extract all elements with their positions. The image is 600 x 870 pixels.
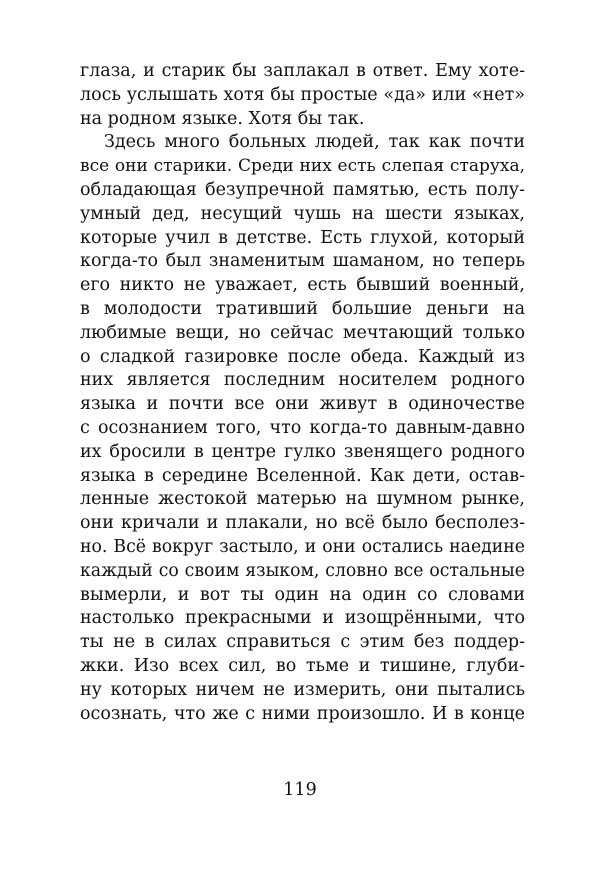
text-line: вымерли, и вот ты один на один со словами xyxy=(80,584,525,605)
body-text xyxy=(80,60,525,726)
text-line: каждый со своим языком, словно все остальные xyxy=(80,560,525,581)
text-line: когда-то был знаменитым шаманом, но теперь xyxy=(80,251,525,272)
text-line: языка в середине Вселенной. Как дети, остав- xyxy=(80,465,525,486)
text-line: лось услышать хотя бы простые «да» или «нет» xyxy=(80,84,525,105)
text-line: осознать, что же с ними произошло. И в конце xyxy=(80,703,525,724)
paragraph-start-line: Здесь много больных людей, так как почти xyxy=(104,132,525,153)
text-line: с осознанием того, что когда-то давным-давно xyxy=(80,417,525,438)
text-line: глаза, и старик бы заплакал в ответ. Ему хоте- xyxy=(80,61,525,81)
text-line: все они старики. Среди них есть слепая старуха, xyxy=(80,156,525,177)
text-line: ну которых ничем не измерить, они пытались xyxy=(80,679,525,700)
text-line: на родном языке. Хотя бы так. xyxy=(80,108,365,129)
text-line: обладающая безупречной памятью, есть полу- xyxy=(80,179,525,200)
text-line: которые учил в детстве. Есть глухой, который xyxy=(80,227,525,248)
text-line: их бросили в центре гулко звенящего родного xyxy=(80,441,525,462)
text-line: умный дед, несущий чушь на шести языках, xyxy=(80,203,525,224)
text-line: но. Всё вокруг застыло, и они остались наедине xyxy=(80,536,525,557)
text-line: языка и почти все они живут в одиночестве xyxy=(80,394,525,415)
page-number: 119 xyxy=(283,780,317,800)
text-line: любимые вещи, но сейчас мечтающий только xyxy=(80,322,525,343)
text-line: они кричали и плакали, но всё было бесполез- xyxy=(80,513,525,534)
text-line: о сладкой газировке после обеда. Каждый из xyxy=(80,346,525,367)
text-line: его никто не уважает, есть бывший военный, xyxy=(80,275,525,296)
text-line: жки. Изо всех сил, во тьме и тишине, глуби- xyxy=(80,655,525,676)
text-line: ленные жестокой матерью на шумном рынке, xyxy=(80,489,525,510)
text-line: ты не в силах справиться с этим без поддер- xyxy=(80,632,525,653)
text-line: в молодости тративший большие деньги на xyxy=(80,298,525,319)
text-line: настолько прекрасными и изощрёнными, что xyxy=(80,608,525,629)
text-line: них является последним носителем родного xyxy=(80,370,525,391)
